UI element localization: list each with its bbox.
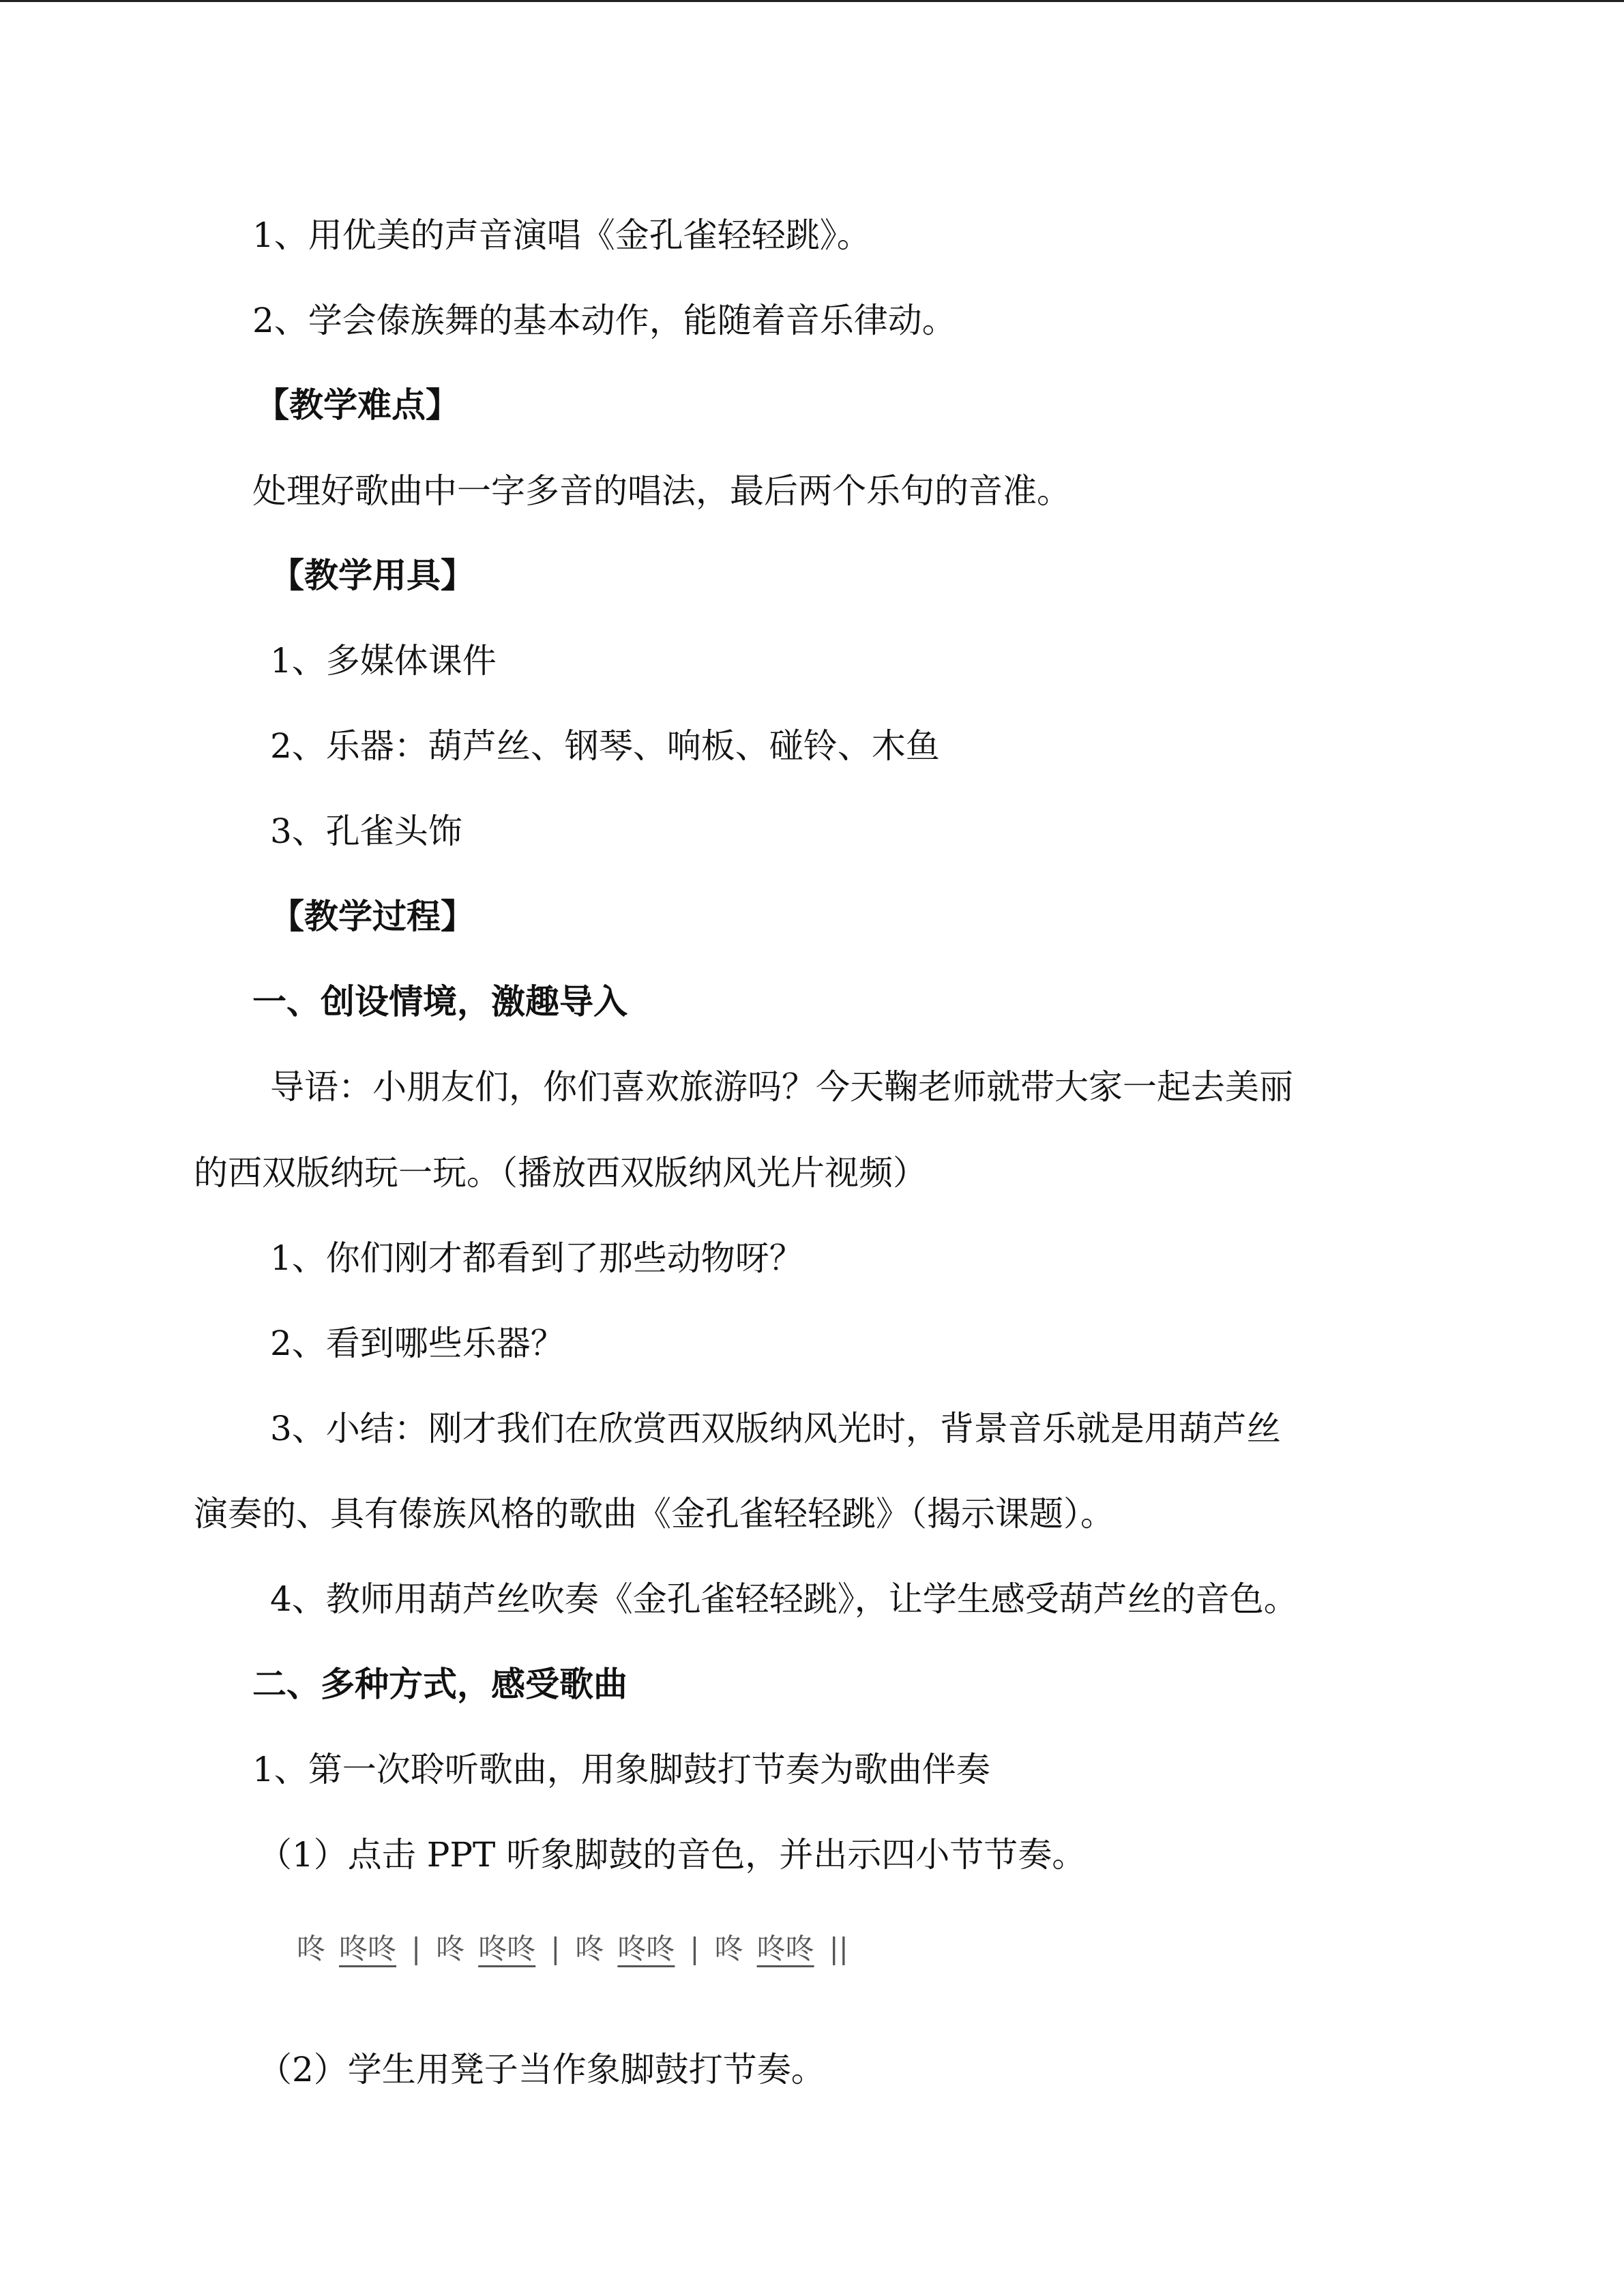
tool-3: 3、孔雀头饰: [270, 811, 462, 851]
rhythm-bar-1: [297, 1930, 396, 1968]
summary-line-1: 3、小结：刚才我们在欣赏西双版纳风光时，背景音乐就是用葫芦丝: [270, 1409, 1281, 1448]
summary-line-2: 演奏的、具有傣族风格的歌曲《金孔雀轻轻跳》（揭示课题）。: [194, 1494, 1114, 1534]
step-1-sub-2: （2）学生用凳子当作象脚鼓打节奏。: [258, 2050, 825, 2089]
heading-tools: 【教学用具】: [270, 555, 475, 595]
section-2-heading: 二、多种方式，感受歌曲: [252, 1664, 628, 1704]
rhythm-quarter-note: 咚: [297, 1932, 326, 1965]
rhythm-end-barline: ||: [829, 1932, 848, 1965]
rhythm-quarter-note: 咚: [436, 1932, 465, 1965]
section-1-heading: 一、创设情境，激趣导入: [252, 981, 628, 1022]
rhythm-barline: |: [550, 1932, 561, 1965]
tool-2: 2、乐器：葫芦丝、钢琴、响板、碰铃、木鱼: [270, 726, 940, 766]
intro-line-2: 的西双版纳玩一玩。（播放西双版纳风光片视频）: [194, 1153, 927, 1193]
tool-1: 1、多媒体课件: [270, 641, 497, 681]
objective-1: 1、用优美的声音演唱《金孔雀轻轻跳》。: [252, 215, 871, 255]
rhythm-bar-2: [436, 1930, 535, 1968]
step-1: 1、第一次聆听歌曲，用象脚鼓打节奏为歌曲伴奏: [252, 1750, 990, 1789]
rhythm-barline: |: [690, 1932, 700, 1965]
question-2: 2、看到哪些乐器？: [270, 1324, 565, 1363]
intro-line-1: 导语：小朋友们，你们喜欢旅游吗？今天鞠老师就带大家一起去美丽: [270, 1067, 1293, 1107]
rhythm-barline: |: [411, 1932, 422, 1965]
rhythm-eighth-notes: 咚咚: [478, 1932, 536, 1965]
teacher-performs: 4、教师用葫芦丝吹奏《金孔雀轻轻跳》，让学生感受葫芦丝的音色。: [270, 1579, 1298, 1619]
rhythm-bar-3: [575, 1930, 675, 1968]
page-top-border: [0, 0, 1624, 2]
heading-process: 【教学过程】: [270, 896, 475, 936]
rhythm-notation: [297, 1930, 863, 1968]
objective-2: 2、学会傣族舞的基本动作，能随着音乐律动。: [252, 301, 956, 340]
rhythm-eighth-notes: 咚咚: [617, 1932, 675, 1965]
heading-difficulty: 【教学难点】: [255, 385, 460, 425]
rhythm-quarter-note: 咚: [575, 1932, 604, 1965]
step-1-sub-1: （1）点击 PPT 听象脚鼓的音色，并出示四小节节奏。: [258, 1835, 1087, 1875]
rhythm-quarter-note: 咚: [714, 1932, 743, 1965]
rhythm-bar-4: [715, 1930, 814, 1968]
rhythm-eighth-notes: 咚咚: [339, 1932, 397, 1965]
rhythm-eighth-notes: 咚咚: [756, 1932, 814, 1965]
difficulty-text: 处理好歌曲中一字多音的唱法，最后两个乐句的音准。: [252, 471, 1071, 511]
question-1: 1、你们刚才都看到了那些动物呀？: [270, 1238, 803, 1278]
